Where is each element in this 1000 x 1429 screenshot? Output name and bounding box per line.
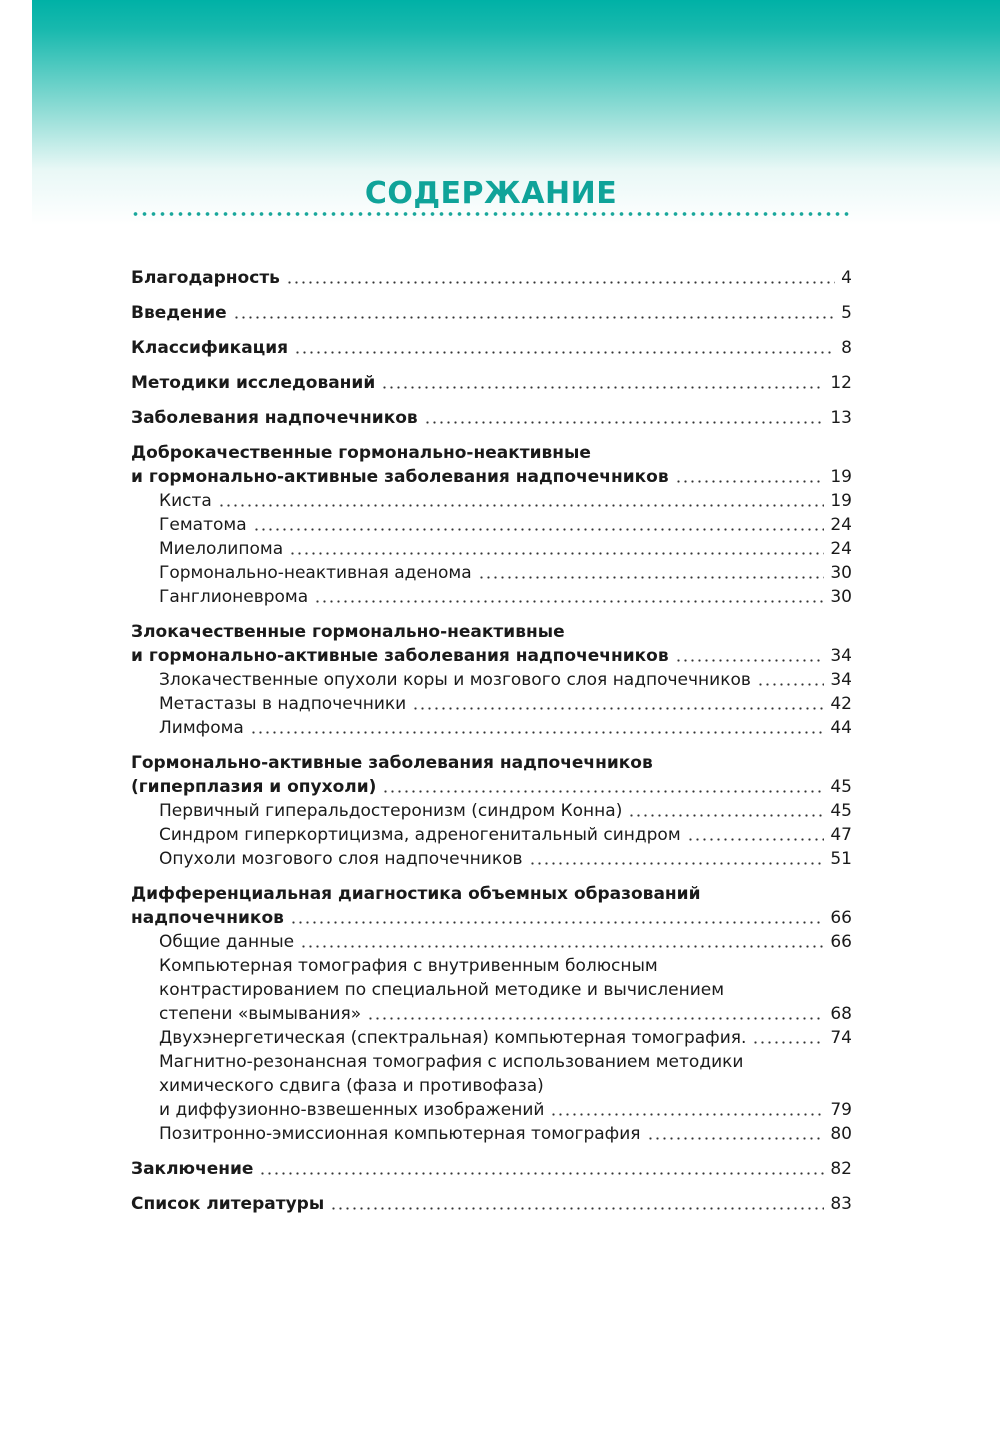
toc-entry-title-line: и гормонально-активные заболевания надпочечников <box>131 467 669 487</box>
toc-entry-title: Методики исследований <box>131 373 376 393</box>
toc-section-differential <box>131 882 852 1146</box>
table-of-contents <box>131 258 852 1216</box>
toc-page-number: 5 <box>841 303 852 323</box>
toc-page-number: 83 <box>830 1194 852 1214</box>
toc-page-number: 74 <box>830 1028 852 1048</box>
toc-entry-title: Заключение <box>131 1159 254 1179</box>
dot-leader <box>367 1017 824 1020</box>
toc-entry-malignant[interactable] <box>131 620 852 668</box>
dot-leader <box>647 1137 825 1140</box>
toc-page-number: 51 <box>830 849 852 869</box>
toc-subentry-title-line: и диффузионно-взвешенных изображений <box>159 1100 545 1120</box>
toc-subentry-title: Гормонально-неактивная аденома <box>159 563 472 583</box>
toc-subentry-conn[interactable] <box>131 799 852 823</box>
toc-page-number: 47 <box>830 825 852 845</box>
toc-subentry-title-line: химического сдвига (фаза и противофаза) <box>159 1076 544 1096</box>
toc-subentry-cyst[interactable] <box>131 489 852 513</box>
toc-subentry-title-line: Компьютерная томография с внутривенным болюсным <box>159 956 658 976</box>
toc-page-number: 34 <box>830 670 852 690</box>
toc-page-number: 34 <box>830 646 852 666</box>
toc-entry-title-line: Злокачественные гормонально-неактивные <box>131 622 565 642</box>
dot-leader <box>314 600 824 603</box>
toc-entry-hormonal[interactable] <box>131 751 852 799</box>
toc-subentry-myelolipoma[interactable] <box>131 537 852 561</box>
toc-entry-title: Заболевания надпочечников <box>131 408 418 428</box>
toc-subentry-title: Синдром гиперкортицизма, адреногенитальный синдром <box>159 825 681 845</box>
dot-leader <box>290 921 824 924</box>
toc-subentry-title: Злокачественные опухоли коры и мозгового слоя надпочечников <box>159 670 751 690</box>
dot-leader <box>218 504 825 507</box>
toc-page-number: 68 <box>830 1004 852 1024</box>
toc-subentry-title: Опухоли мозгового слоя надпочечников <box>159 849 523 869</box>
dot-leader <box>752 1041 824 1044</box>
toc-subentry-mri[interactable] <box>131 1050 852 1122</box>
dot-leader <box>675 659 825 662</box>
dot-leader <box>424 421 825 424</box>
toc-page-number: 19 <box>830 467 852 487</box>
toc-section-benign <box>131 441 852 609</box>
toc-subentry-title: Киста <box>159 491 212 511</box>
page-title: СОДЕРЖАНИЕ <box>364 176 618 211</box>
toc-page-number: 82 <box>830 1159 852 1179</box>
toc-subentry-title: Метастазы в надпочечники <box>159 694 407 714</box>
dot-leader <box>529 862 825 865</box>
toc-page-number: 24 <box>830 539 852 559</box>
dot-leader <box>382 790 824 793</box>
toc-subentry-title: Лимфома <box>159 718 244 738</box>
dot-leader <box>253 528 825 531</box>
toc-page-number: 79 <box>830 1100 852 1120</box>
toc-subentry-title-line: контрастированием по специальной методике и вычислением <box>159 980 725 1000</box>
toc-subentry-title: Миелолипома <box>159 539 284 559</box>
dot-leader <box>381 386 824 389</box>
toc-subentry-ganglioneuroma[interactable] <box>131 585 852 609</box>
toc-entry-differential[interactable] <box>131 882 852 930</box>
dot-leader <box>550 1113 824 1116</box>
toc-section-hormonal <box>131 751 852 871</box>
toc-page-number: 19 <box>830 491 852 511</box>
toc-page-number: 80 <box>830 1124 852 1144</box>
toc-subentry-metastases[interactable] <box>131 692 852 716</box>
toc-entry-introduction[interactable] <box>131 301 852 325</box>
toc-page-number: 30 <box>830 587 852 607</box>
toc-entry-title-line: Дифференциальная диагностика объемных образований <box>131 884 701 904</box>
toc-page-number: 13 <box>830 408 852 428</box>
title-dotted-rule <box>131 211 853 217</box>
dot-leader <box>687 838 825 841</box>
toc-entry-title: Введение <box>131 303 227 323</box>
toc-page-number: 45 <box>830 801 852 821</box>
dot-leader <box>675 480 825 483</box>
toc-subentry-hematoma[interactable] <box>131 513 852 537</box>
toc-entry-title: Список литературы <box>131 1194 325 1214</box>
dot-leader <box>250 731 825 734</box>
toc-subentry-title: Общие данные <box>159 932 295 952</box>
toc-entry-title: Благодарность <box>131 268 280 288</box>
dot-leader <box>294 351 835 354</box>
toc-subentry-cushing[interactable] <box>131 823 852 847</box>
toc-entry-conclusion[interactable] <box>131 1157 852 1181</box>
toc-entry-acknowledgements[interactable] <box>131 266 852 290</box>
toc-entry-classification[interactable] <box>131 336 852 360</box>
toc-page-number: 4 <box>841 268 852 288</box>
toc-subentry-medulla-tumors[interactable] <box>131 847 852 871</box>
toc-entry-benign[interactable] <box>131 441 852 489</box>
toc-entry-references[interactable] <box>131 1192 852 1216</box>
toc-subentry-ct-washout[interactable] <box>131 954 852 1026</box>
toc-page-number: 45 <box>830 777 852 797</box>
toc-subentry-title: Первичный гиперальдостеронизм (синдром Конна) <box>159 801 623 821</box>
dot-leader <box>289 552 824 555</box>
dot-leader <box>259 1172 824 1175</box>
dot-leader <box>233 316 835 319</box>
toc-entry-title-line: Доброкачественные гормонально-неактивные <box>131 443 591 463</box>
toc-page-number: 8 <box>841 338 852 358</box>
toc-entry-title-line: (гиперплазия и опухоли) <box>131 777 377 797</box>
toc-page-number: 66 <box>830 932 852 952</box>
toc-subentry-title: Гематома <box>159 515 247 535</box>
toc-entry-adrenal-diseases[interactable] <box>131 406 852 430</box>
toc-page-number: 44 <box>830 718 852 738</box>
toc-subentry-adenoma[interactable] <box>131 561 852 585</box>
toc-entry-title-line: и гормонально-активные заболевания надпочечников <box>131 646 669 666</box>
toc-subentry-title: Двухэнергетическая (спектральная) компьютерная томография. <box>159 1028 747 1048</box>
toc-subentry-lymphoma[interactable] <box>131 716 852 740</box>
toc-section-malignant <box>131 620 852 740</box>
toc-subentry-dual-energy-ct[interactable] <box>131 1026 852 1050</box>
toc-subentry-title: Ганглионеврома <box>159 587 309 607</box>
dot-leader <box>628 814 824 817</box>
toc-entry-title: Классификация <box>131 338 289 358</box>
toc-subentry-pet-ct[interactable] <box>131 1122 852 1146</box>
toc-page-number: 42 <box>830 694 852 714</box>
toc-entry-title-line: надпочечников <box>131 908 284 928</box>
toc-subentry-title-line: Магнитно-резонансная томография с использованием методики <box>159 1052 744 1072</box>
toc-page-number: 24 <box>830 515 852 535</box>
toc-subentry-title: Позитронно-эмиссионная компьютерная томография <box>159 1124 641 1144</box>
toc-subentry-general[interactable] <box>131 930 852 954</box>
dot-leader <box>330 1207 824 1210</box>
toc-page-number: 12 <box>830 373 852 393</box>
dot-leader <box>300 945 824 948</box>
dot-leader <box>286 281 835 284</box>
toc-page-number: 30 <box>830 563 852 583</box>
dot-leader <box>412 707 824 710</box>
dot-leader <box>757 683 824 686</box>
toc-entry-title-line: Гормонально-активные заболевания надпочечников <box>131 753 653 773</box>
dot-leader <box>478 576 825 579</box>
toc-subentry-title-line: степени «вымывания» <box>159 1004 362 1024</box>
toc-page-number: 66 <box>830 908 852 928</box>
toc-subentry-malignant-tumors[interactable] <box>131 668 852 692</box>
toc-entry-methods[interactable] <box>131 371 852 395</box>
